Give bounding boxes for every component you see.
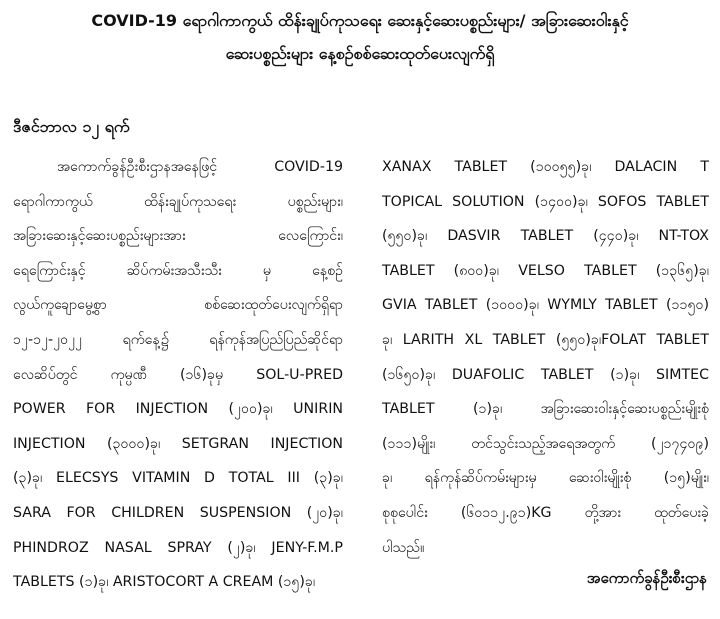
body-line: TOPICAL SOLUTION (၁၄၀၀)ခု၊ SOFOS TABLET <box>382 193 709 210</box>
body-line: လွယ်ကူချောမွေ့စွာ စစ်ဆေးထုတ်ပေးလျက်ရှိရာ <box>13 297 343 314</box>
body-line: PHINDROZ NASAL SPRAY (၂)ခု၊ JENY-F.M.P <box>13 539 343 556</box>
body-line: လေဆိပ်တွင် ကုမ္ပဏီ (၁၆)ခုမှ SOL-U-PRED <box>13 366 343 383</box>
body-line: POWER FOR INJECTION (၂၀၀)ခု၊ UNIRIN <box>13 401 343 418</box>
body-line: GVIA TABLET (၁၀၀၀)ခု၊ WYMLY TABLET (၁၁၅၀) <box>382 297 709 314</box>
dateline: ဒီဇင်ဘာလ ၁၂ ရက် <box>13 117 130 136</box>
body-line: TABLET (၈၀၀)ခု၊ VELSO TABLET (၁၃၆၅)ခု၊ <box>382 262 709 279</box>
body-line: XANAX TABLET (၁၀၀၅၅)ခု၊ DALACIN T <box>382 159 709 175</box>
body-line: (၁၆၅၀)ခု၊ DUAFOLIC TABLET (၁)ခု၊ SIMTEC <box>382 366 709 383</box>
signature: အကောက်ခွန်ဦးစီးဌာန <box>586 569 707 587</box>
headline-line-1: COVID-19 ရောဂါကာကွယ် ထိန်းချုပ်ကုသရေး ဆေးနှင့်ဆေးပစ္စည်းများ/ အခြားဆေးဝါးနှင့် <box>91 11 629 30</box>
body-line: ပါသည်။ <box>382 539 425 556</box>
body-line: အကောက်ခွန်ဦးစီးဌာနအနေဖြင့် COVID-19 <box>57 159 343 175</box>
body-line: စုစုပေါင်း (၆၀၁၁၂.၉၁)KG တို့အား ထုတ်ပေးခဲ့ <box>382 504 709 521</box>
body-line: ရောဂါကာကွယ် ထိန်းချုပ်ကုသရေး ပစ္စည်းများ၊ <box>13 193 343 210</box>
body-line: TABLETS (၁)ခု၊ ARISTOCORT A CREAM (၁၅)ခု၊ <box>13 574 316 591</box>
body-line: SARA FOR CHILDREN SUSPENSION (၂၀)ခု၊ <box>13 504 343 521</box>
body-line: TABLET (၁)ခု၊ အခြားဆေးဝါးနှင့်ဆေးပစ္စည်းမျိုးစုံ <box>382 401 709 418</box>
body-line: ခု၊ LARITH XL TABLET (၅၅၀)ခု၊FOLAT TABLET <box>382 331 709 348</box>
headline-line-2: ဆေးပစ္စည်းများ နေ့စဉ်စစ်ဆေးထုတ်ပေးလျက်ရှိ <box>225 44 495 63</box>
body-column-left <box>13 150 343 600</box>
body-column-right <box>382 150 709 565</box>
body-line: ရေကြောင်းနှင့် ဆိပ်ကမ်းအသီးသီး မှ နေ့စဉ် <box>13 262 343 279</box>
body-line: (၅၅၀)ခု၊ DASVIR TABLET (၄၄၀)ခု၊ NT-TOX <box>382 228 709 245</box>
body-line: INJECTION (၃၀၀၀)ခု၊ SETGRAN INJECTION <box>13 435 343 452</box>
body-line: (၁၁၁)မျိုး၊ တင်သွင်းသည့်အရေအတွက် (၂၁၇၄၀၉) <box>382 435 709 452</box>
body-line: ၁၂-၁၂-၂၀၂၂ ရက်နေ့၌ ရန်ကုန်အပြည်ပြည်ဆိုင်ရာ <box>13 331 343 348</box>
body-line: (၃)ခု၊ ELECSYS VITAMIN D TOTAL III (၃)ခု၊ <box>13 470 343 487</box>
body-line: ခု၊ ရန်ကုန်ဆိပ်ကမ်းများမှ ဆေးဝါးမျိုးစုံ (၁၅)မျိုး၊ <box>382 470 709 487</box>
body-line: အခြားဆေးနှင့်ဆေးပစ္စည်းများအား လေကြောင်း၊ <box>13 228 343 245</box>
